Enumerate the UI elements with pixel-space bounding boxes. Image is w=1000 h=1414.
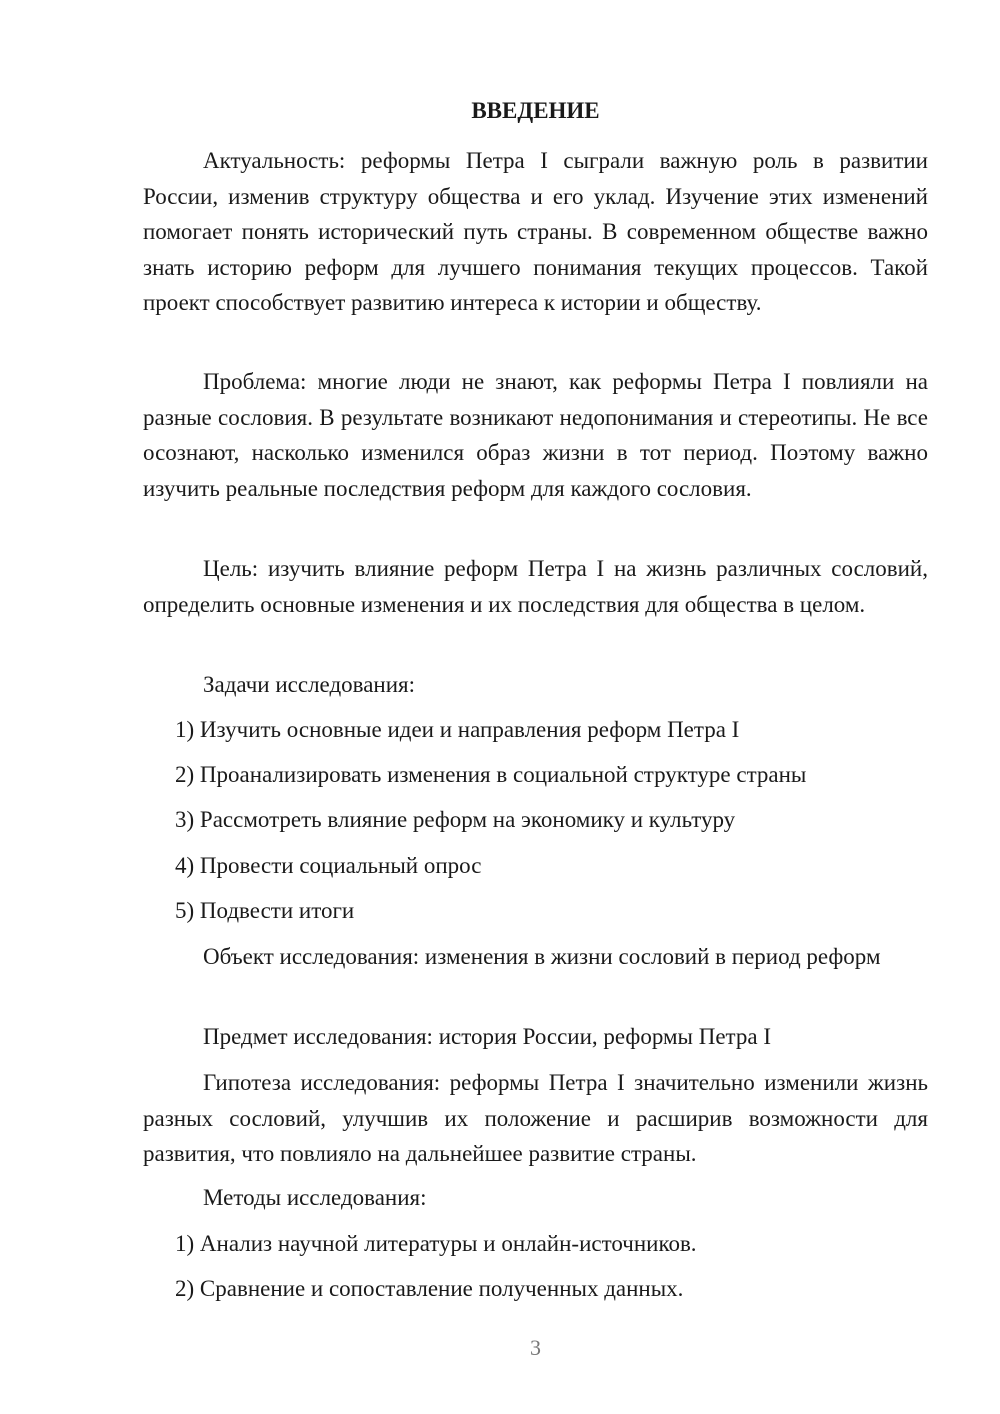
- paragraph-hypothesis: Гипотеза исследования: реформы Петра I значительно изменили жизнь разных сословий, улучшив их положение и расширив возможности для развития, что повлияло на дальнейшее развитие страны.: [143, 1070, 928, 1166]
- method-item-1: 1) Анализ научной литературы и онлайн-источников.: [175, 1231, 697, 1256]
- paragraph-goal: Цель: изучить влияние реформ Петра I на жизнь различных сословий, определить основные изменения и их последствия для общества в целом.: [143, 556, 928, 617]
- paragraph-subject: Предмет исследования: история России, реформы Петра I: [203, 1024, 771, 1049]
- task-item-2: 2) Проанализировать изменения в социальной структуре страны: [175, 762, 807, 787]
- paragraph-problem: Проблема: многие люди не знают, как реформы Петра I повлияли на разные сословия. В результате возникают недопонимания и стереотипы. Не все осознают, насколько изменился образ жизни в тот период. Поэтому важно изучить реальные последствия реформ для каждого сословия.: [143, 369, 928, 501]
- task-item-3: 3) Рассмотреть влияние реформ на экономику и культуру: [175, 807, 736, 832]
- page-number: 3: [530, 1335, 541, 1360]
- paragraph-object: Объект исследования: изменения в жизни сословий в период реформ: [203, 944, 881, 969]
- methods-heading: Методы исследования:: [203, 1185, 427, 1210]
- tasks-heading: Задачи исследования:: [203, 672, 416, 697]
- page-title: ВВЕДЕНИЕ: [471, 98, 600, 123]
- task-item-4: 4) Провести социальный опрос: [175, 853, 482, 878]
- task-item-1: 1) Изучить основные идеи и направления реформ Петра I: [175, 717, 740, 742]
- method-item-2: 2) Сравнение и сопоставление полученных данных.: [175, 1276, 684, 1301]
- paragraph-relevance: Актуальность: реформы Петра I сыграли важную роль в развитии России, изменив структуру общества и его уклад. Изучение этих изменений помогает понять исторический путь страны. В современном обществе важно знать историю реформ для лучшего понимания текущих процессов. Такой проект способствует развитию интереса к истории и обществу.: [143, 148, 928, 315]
- document-page: [143, 0, 928, 1414]
- task-item-5: 5) Подвести итоги: [175, 898, 355, 923]
